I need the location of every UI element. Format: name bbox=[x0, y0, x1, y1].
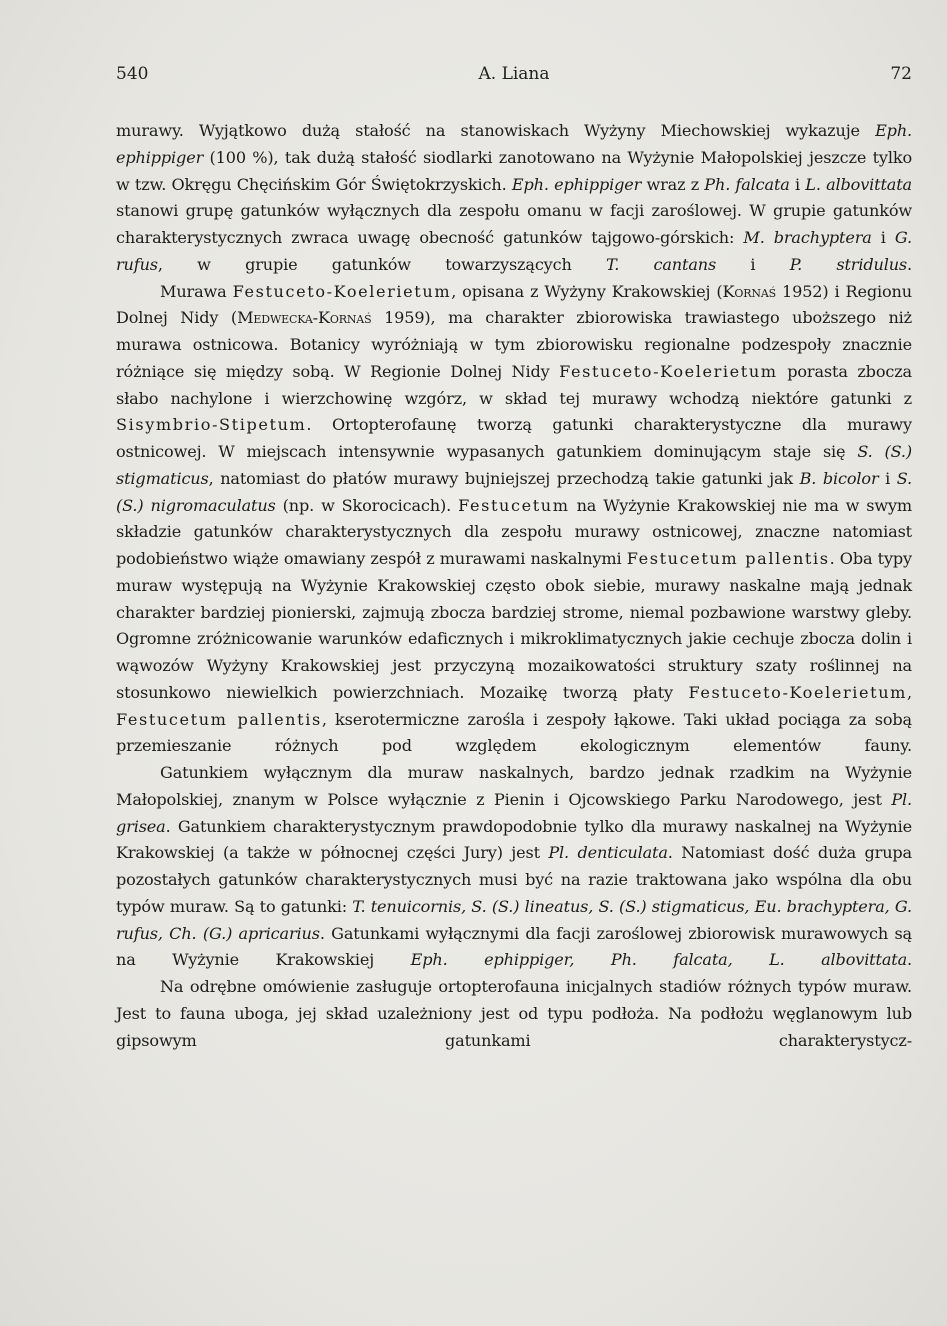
text-run: na Wyżynie Krakowskiej nie ma w swym składzie gatunków charakterystycznych dla zespołu murawy ostnicowej, znaczne natomiast podobieństwo wiąże omawiany zespół z murawami naskalnymi bbox=[116, 495, 912, 568]
italic-term: Eph. ephippiger, Ph. falcata, L. albovittata bbox=[410, 950, 908, 970]
text-run: Na odrębne omówienie zasługuje ortopterofauna inicjalnych stadiów różnych typów muraw. Jest to fauna uboga, jej skład uzależniony jest od typu podłoża. Na podłożu węglanowym lub gipsowym gatunkami charakterystycz- bbox=[116, 977, 912, 1050]
text-run: , opisana z Wyżyny Krakowskiej ( bbox=[451, 281, 723, 301]
text-run: . bbox=[907, 950, 912, 970]
italic-term: Pl. denticulata bbox=[548, 843, 668, 863]
syntaxon-name: Festuceto-Koelerietum bbox=[232, 281, 452, 301]
text-run: , kserotermiczne zarośla i zespoły łąkowe. Taki układ pociąga za sobą przemieszanie różnych pod względem ekologicznym elementów fauny. bbox=[116, 709, 912, 756]
syntaxon-name: Festucetum pallentis bbox=[116, 709, 322, 729]
italic-term: T. tenuicornis, S. (S.) lineatus, S. (S.) stigmaticus, Eu. brachyptera, G. rufus, Ch. (G.) apricarius bbox=[116, 896, 912, 943]
italic-term: L. albovittata bbox=[805, 174, 912, 194]
text-run: . Oba typy muraw występują na Wyżynie Krakowskiej często obok siebie, murawy naskalne mają jednak charakter bardziej pionierski, zajmują zbocza bardziej strome, niemal pozbawione warstwy gleby. Ogromne zróżnicowanie warunków edaficznych i mikroklimatycznych jakie cechuje zbocza dolin i wąwozów Wyżyny Krakowskiej jest przyczyną mozaikowatości struktury szaty roślinnej na stosunkowo niewielkich powierzchniach. Mozaikę tworzą płaty bbox=[116, 549, 912, 702]
issue-number: 72 bbox=[890, 64, 912, 84]
text-run: . Gatunkami wyłącznymi dla facji zaroślowej zbiorowisk murawowych są na Wyżynie Krakowskiej bbox=[116, 923, 912, 970]
text-run: . Gatunkiem charakterystycznym prawdopodobnie tylko dla murawy naskalnej na Wyżynie Krakowskiej (a także w północnej części Jury) jest bbox=[116, 816, 912, 863]
author-citation: Kornaś bbox=[722, 281, 777, 301]
text-run: (np. w Skorocicach). bbox=[275, 495, 459, 515]
page-number: 540 bbox=[116, 64, 149, 84]
text-run: , w grupie gatunków towarzyszących bbox=[157, 254, 606, 274]
running-header bbox=[116, 64, 912, 88]
italic-term: Eph. ephippiger bbox=[116, 121, 912, 167]
running-author: A. Liana bbox=[478, 64, 550, 84]
text-run: . Natomiast dość duża grupa pozostałych gatunków charakterystycznych musi być na razie traktowana jako wspólna dla obu typów muraw. Są to gatunki: bbox=[116, 843, 913, 916]
text-run: Murawa bbox=[160, 281, 233, 301]
text-run: (100 %), tak dużą stałość siodlarki zanotowano na Wyżynie Małopolskiej jeszcze tylko w tzw. Okręgu Chęcińskim Gór Świętokrzyskich. bbox=[116, 147, 912, 194]
text-run: , natomiast do płatów murawy bujniejszej przechodzą takie gatunki jak bbox=[208, 468, 800, 488]
text-run: i bbox=[871, 228, 895, 247]
paragraph-1 bbox=[116, 118, 912, 279]
paragraph-4 bbox=[116, 974, 912, 1054]
italic-term: B. bicolor bbox=[799, 468, 879, 488]
text-run: porasta zbocza słabo nachylone i wierzchowinę wzgórz, w skład tej murawy wchodzą niektóre gatunki z bbox=[116, 361, 912, 408]
text-run: murawy. Wyjątkowo dużą stałość na stanowiskach Wyżyny Miechowskiej wykazuje bbox=[116, 121, 876, 140]
text-run: 1959), ma charakter zbiorowiska trawiastego uboższego niż murawa ostnicowa. Botanicy wyróżniają w tym zbiorowisku regionalne podzespoły znacznie różniące się między sobą. W Regionie Dolnej Nidy bbox=[116, 308, 912, 381]
italic-term: Eph. ephippiger bbox=[511, 174, 642, 194]
italic-term: Pl. grisea bbox=[116, 789, 912, 836]
italic-term: M. brachyptera bbox=[743, 228, 872, 247]
text-run: , bbox=[907, 682, 912, 702]
italic-term: T. cantans bbox=[606, 254, 717, 274]
text-run: wraz z bbox=[641, 174, 705, 194]
syntaxon-name: Festuceto-Koelerietum bbox=[688, 682, 908, 702]
syntaxon-name: Festucetum pallentis bbox=[626, 549, 830, 568]
text-run: i bbox=[716, 254, 790, 274]
syntaxon-name: Festucetum bbox=[458, 495, 570, 515]
text-run: . bbox=[907, 254, 912, 274]
text-run: i bbox=[789, 174, 806, 194]
author-citation: Medwecka-Kornaś bbox=[237, 308, 372, 328]
text-run: Gatunkiem wyłącznym dla muraw naskalnych, bardzo jednak rzadkim na Wyżynie Małopolskiej, znanym w Polsce wyłącznie z Pienin i Ojcowskiego Parku Narodowego, jest bbox=[116, 763, 912, 809]
syntaxon-name: Sisymbrio-Stipetum bbox=[116, 415, 307, 435]
text-run: 1952) i Regionu Dolnej Nidy ( bbox=[116, 281, 912, 328]
paragraph-3 bbox=[116, 760, 912, 974]
italic-term: P. stridulus bbox=[789, 254, 908, 274]
paragraph-2 bbox=[116, 279, 912, 761]
italic-term: Ph. falcata bbox=[704, 174, 790, 194]
italic-term: S. (S.) stigmaticus bbox=[116, 442, 912, 488]
body-text bbox=[116, 118, 912, 1054]
text-run: stanowi grupę gatunków wyłącznych dla zespołu omanu w facji zaroślowej. W grupie gatunków charakterystycznych zwraca uwagę obecność gatunków tajgowo-górskich: bbox=[116, 201, 912, 247]
italic-term: G. rufus bbox=[116, 228, 912, 274]
text-run: . Ortopterofaunę tworzą gatunki charakterystyczne dla murawy ostnicowej. W miejscach intensywnie wypasanych gatunkiem dominującym staje się bbox=[116, 415, 912, 461]
syntaxon-name: Festuceto-Koelerietum bbox=[559, 361, 778, 381]
text-run: i bbox=[878, 468, 897, 488]
italic-term: S. (S.) nigromaculatus bbox=[116, 468, 912, 515]
